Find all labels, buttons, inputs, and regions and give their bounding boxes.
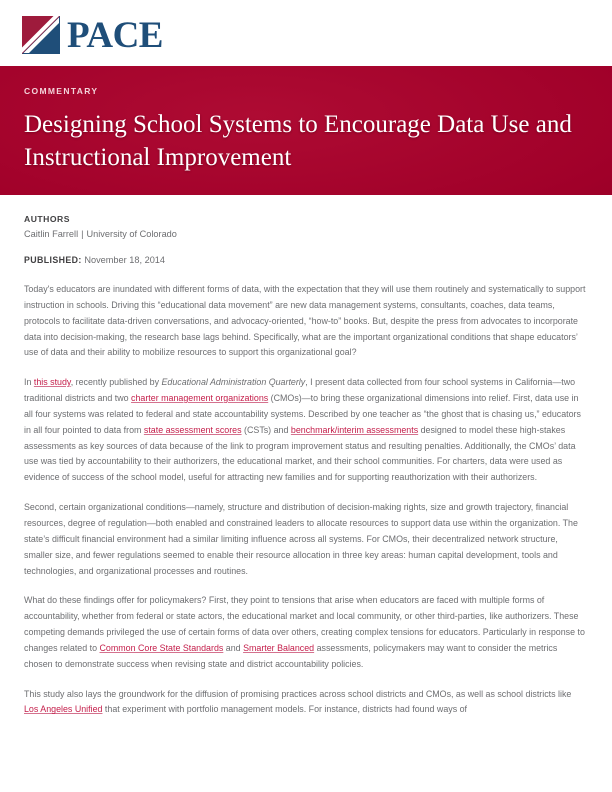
- article-hero-banner: [0, 66, 612, 195]
- paragraph-text: (CSTs) and: [241, 424, 291, 435]
- body-paragraph: [24, 687, 588, 719]
- author-affiliation: University of Colorado: [86, 229, 177, 239]
- paragraph-text: What do these findings offer for policymakers? First, they point to tensions that arise when educators are faced with multiple forms of accountability, whether from federal or state actors, the educational market and local community, or other third-parties, like authorizers. These competing demands privileged the use of certain forms of data over others, creating complex tensions for educators. Particularly in response to changes related to: [24, 595, 585, 653]
- inline-link[interactable]: Los Angeles Unified: [24, 704, 103, 715]
- site-header: [0, 0, 612, 66]
- paragraph-text: In: [24, 377, 34, 388]
- pace-diagonal-square-icon: [22, 16, 60, 54]
- published-label: PUBLISHED:: [24, 255, 82, 265]
- content-type-eyebrow: COMMENTARY: [24, 86, 99, 96]
- article-body: [0, 195, 612, 718]
- body-paragraph: [24, 375, 588, 486]
- body-paragraph: [24, 593, 588, 672]
- paragraph-text: , recently published by: [70, 377, 162, 388]
- page-title: Designing School Systems to Encourage Data Use and Instructional Improvement: [24, 111, 572, 171]
- pace-wordmark: PACE: [67, 14, 163, 56]
- authors-label: AUTHORS: [24, 214, 70, 224]
- paragraph-text: , I present data collected from four school systems in California—two traditional districts and two: [24, 377, 576, 404]
- inline-link[interactable]: Smarter Balanced: [243, 642, 315, 653]
- paragraph-text: Second, certain organizational conditions—namely, structure and distribution of decision-making rights, size and growth trajectory, financial resources, degree of regulation—both enabled and constrained leaders to allocate resources to support data use within the organization. The state’s difficult financial environment had a similar limiting influence across all systems. For CMOs, their decentralized network structure, smaller size, and fewer regulations seemed to enable their resource allocation in three key areas: human capital development, tools and technologies, and organizational processes and routines.: [24, 502, 578, 576]
- body-paragraph: [24, 282, 588, 361]
- inline-link[interactable]: Common Core State Standards: [99, 642, 224, 653]
- paragraph-list: [24, 282, 588, 718]
- journal-title: Educational Administration Quarterly: [161, 377, 306, 388]
- paragraph-text: assessments, policymakers may want to consider the metrics chosen to demonstrate success when revising state and district accountability policies.: [24, 642, 558, 669]
- inline-link[interactable]: this study: [33, 377, 71, 388]
- paragraph-text: This study also lays the groundwork for the diffusion of promising practices across school districts and CMOs, as well as school districts like: [24, 688, 572, 699]
- inline-link[interactable]: charter management organizations: [131, 393, 269, 404]
- published-line: [24, 255, 588, 265]
- byline-separator: |: [81, 229, 84, 239]
- inline-link[interactable]: benchmark/interim assessments: [290, 424, 419, 435]
- paragraph-text: designed to model these high-stakes assessments as key sources of data because of the link to program improvement status and resulting penalties. Additionally, the CMOs’ data use was tied by accountability to their authorizers, the educational market, and their school communities. For charters, data were used as evidence of success of the school model, useful for attracting new families and for supporting reauthorization with their authorizers.: [24, 424, 576, 483]
- paragraph-text: and: [223, 642, 244, 653]
- published-date: November 18, 2014: [84, 255, 166, 265]
- paragraph-text: (CMOs)—to bring these organizational dimensions into relief. First, data use in all four systems was related to federal and state accountability systems. Described by one teacher as “the ghost that is chasing us,” educators in all four pointed to data from: [24, 393, 581, 435]
- author-byline: [24, 229, 588, 239]
- pace-logo[interactable]: [22, 16, 612, 54]
- paragraph-text: that experiment with portfolio management models. For instance, districts had found ways of: [102, 704, 467, 715]
- body-paragraph: [24, 500, 588, 579]
- paragraph-text: Today's educators are inundated with different forms of data, with the expectation that they will use them routinely and systematically to support instruction in schools. Driving this “educational data movement” are new data management systems, consultants, coaches, data teams, protocols to facilitate data-driven conversations, and advocacy-oriented, “how-to” books. But, despite the press from advocates to incorporate data into decision-making, the research base lags behind. Specifically, what are the important organizational conditions that shape educators’ use of data and their ability to mobilize resources to support this organizational goal?: [24, 284, 586, 358]
- author-name: Caitlin Farrell: [24, 229, 79, 239]
- inline-link[interactable]: state assessment scores: [143, 424, 242, 435]
